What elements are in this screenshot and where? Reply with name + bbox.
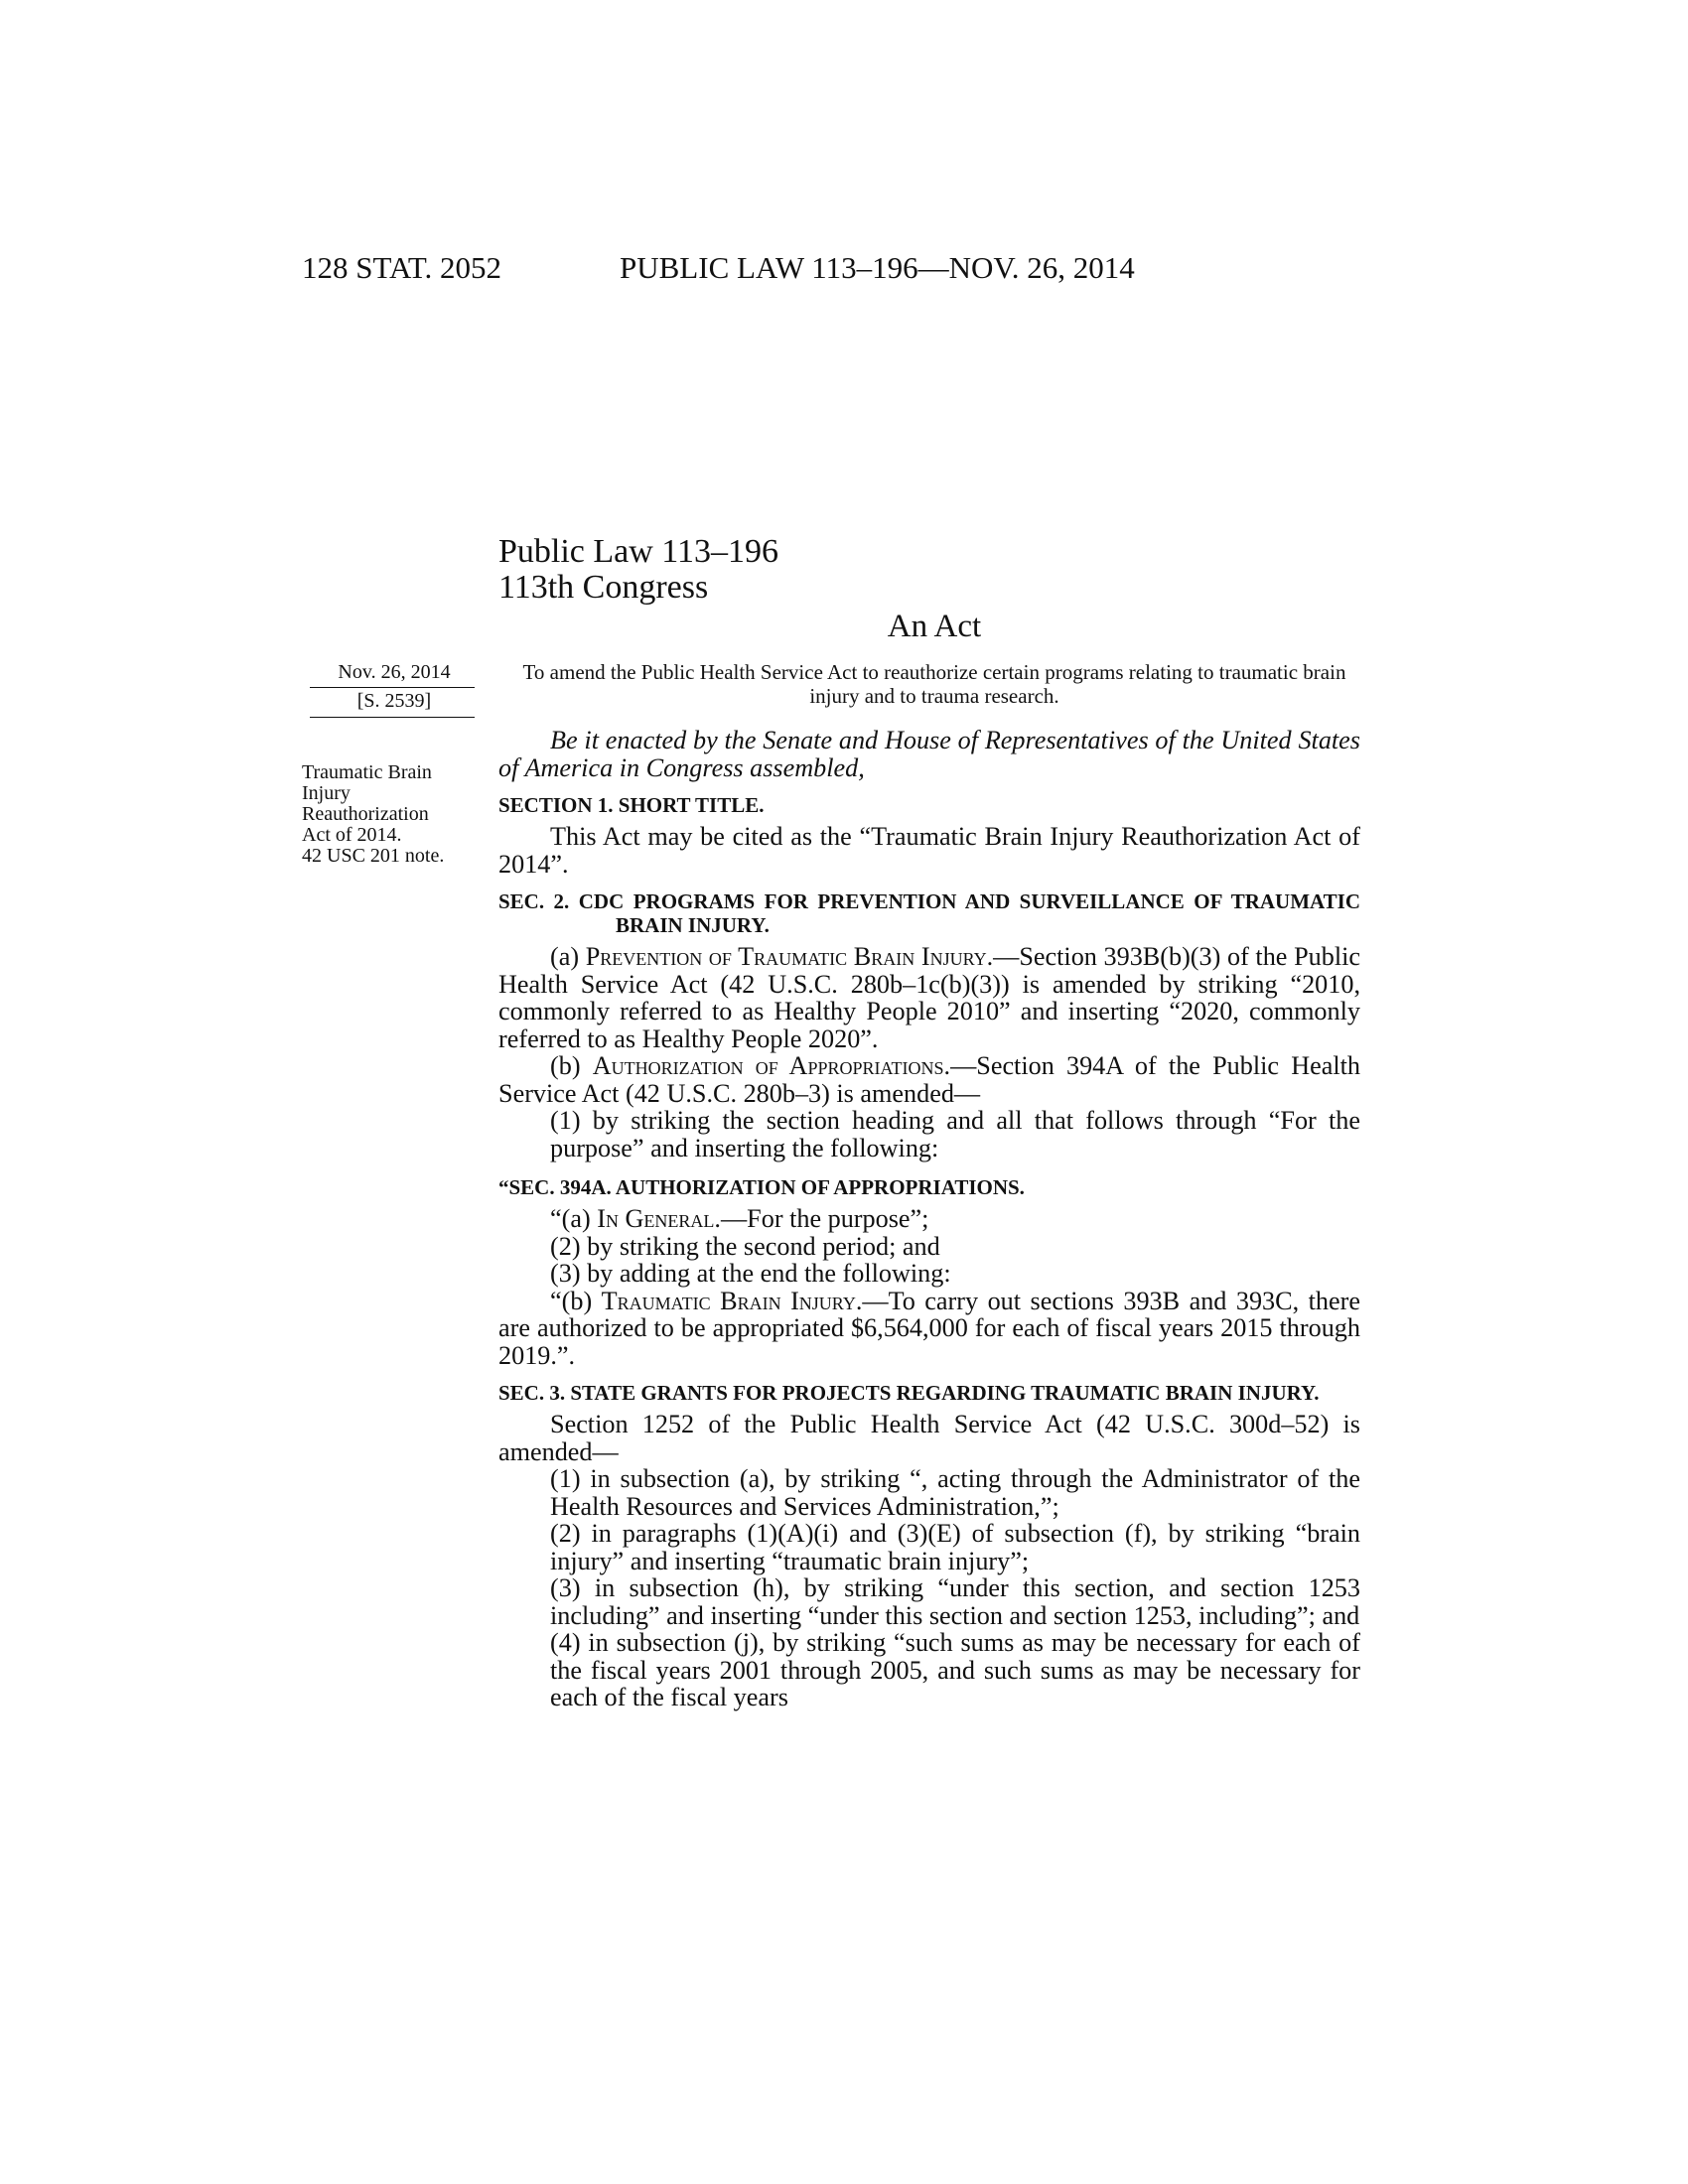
paragraph-item: (2) in paragraphs (1)(A)(i) and (3)(E) of subsection (f), by striking “brain injury” and inserting “traumatic brain injury”; [550,1519,1360,1575]
quoted-subsection-text [498,1205,1360,1233]
margin-date: Nov. 26, 2014 [338,661,451,683]
statute-page-number: 128 STAT. 2052 [302,250,502,285]
act-body [498,727,1360,1711]
section-heading: SECTION 1. SHORT TITLE. [498,793,765,817]
margin-note-line: Reauthorization [302,803,429,825]
paragraph-item: (2) by striking the second period; and [550,1231,940,1261]
subsection-body: —Section 393B(b)(3) of the Public Health Service Act (42 U.S.C. 280b–1c(b)(3)) is amended by striking “2010, commonly referred to as Healthy People 2010” and inserting “2020, commonly referred to as Healthy People 2020”. [498,942,1360,1053]
subsection-body: —Section 394A of the Public Health Service Act (42 U.S.C. 280b–3) is amended— [498,1051,1361,1108]
margin-note-line: Act of 2014. [302,824,402,846]
paragraph-item: (1) in subsection (a), by striking “, acting through the Administrator of the Health Resources and Services Administration,”; [550,1464,1360,1521]
public-law-number: Public Law 113–196 [498,533,779,570]
long-title: To amend the Public Health Service Act to reauthorize certain programs relating to traumatic brain injury and to trauma research. [522,660,1346,708]
margin-divider [310,717,475,718]
subsection-label: “(a) [550,1204,591,1233]
paragraph-item: (4) in subsection (j), by striking “such sums as may be necessary for each of the fiscal years 2001 through 2005, and such sums as may be necessary for each of the fiscal years [550,1628,1360,1711]
section-heading: SEC. 3. STATE GRANTS FOR PROJECTS REGARDING TRAUMATIC BRAIN INJURY. [498,1381,1320,1405]
section-heading: SEC. 2. CDC PROGRAMS FOR PREVENTION AND SURVEILLANCE OF TRAUMATIC BRAIN INJURY. [498,889,1360,937]
act-heading: An Act [887,609,982,644]
margin-divider [310,687,475,688]
subsection-body: —For the purpose”; [720,1204,929,1233]
subsection-caption: Prevention of Traumatic Brain Injury. [585,942,994,971]
quoted-section-heading: “SEC. 394A. AUTHORIZATION OF APPROPRIATIONS. [498,1175,1025,1199]
margin-note-line: 42 USC 201 note. [302,845,445,867]
quoted-subsection-text [498,1288,1360,1370]
paragraph-item: (3) in subsection (h), by striking “under this section, and section 1253 including” and inserting “under this section and section 1253, including”; and [550,1573,1360,1630]
paragraph-item: (1) by striking the section heading and all that follows through “For the purpose” and inserting the following: [550,1106,1360,1162]
section-text: This Act may be cited as the “Traumatic Brain Injury Reauthorization Act of 2014”. [498,822,1360,879]
subsection-caption: Authorization of Appropriations. [592,1051,951,1080]
margin-note-line: Injury [302,782,351,804]
margin-note [302,762,491,867]
running-header-title: PUBLIC LAW 113–196—NOV. 26, 2014 [620,250,1135,285]
subsection-text [498,943,1360,1052]
section-text: Section 1252 of the Public Health Service Act (42 U.S.C. 300d–52) is amended— [498,1410,1360,1466]
congress-number: 113th Congress [498,569,709,606]
running-header [302,248,1344,288]
subsection-body: —To carry out sections 393B and 393C, there are authorized to be appropriated $6,564,000 for each of fiscal years 2015 through 2019.”. [498,1286,1360,1370]
margin-bill-number: [S. 2539] [356,690,432,712]
enacting-clause: Be it enacted by the Senate and House of Representatives of the United States of America in Congress assembled, [498,726,1360,782]
subsection-caption: In General. [597,1204,721,1233]
margin-note-line: Traumatic Brain [302,761,432,783]
subsection-label: (a) [550,942,580,971]
subsection-text [498,1052,1360,1107]
subsection-label: (b) [550,1051,581,1080]
paragraph-item: (3) by adding at the end the following: [550,1259,951,1288]
subsection-label: “(b) [550,1286,593,1315]
subsection-caption: Traumatic Brain Injury. [601,1286,863,1315]
